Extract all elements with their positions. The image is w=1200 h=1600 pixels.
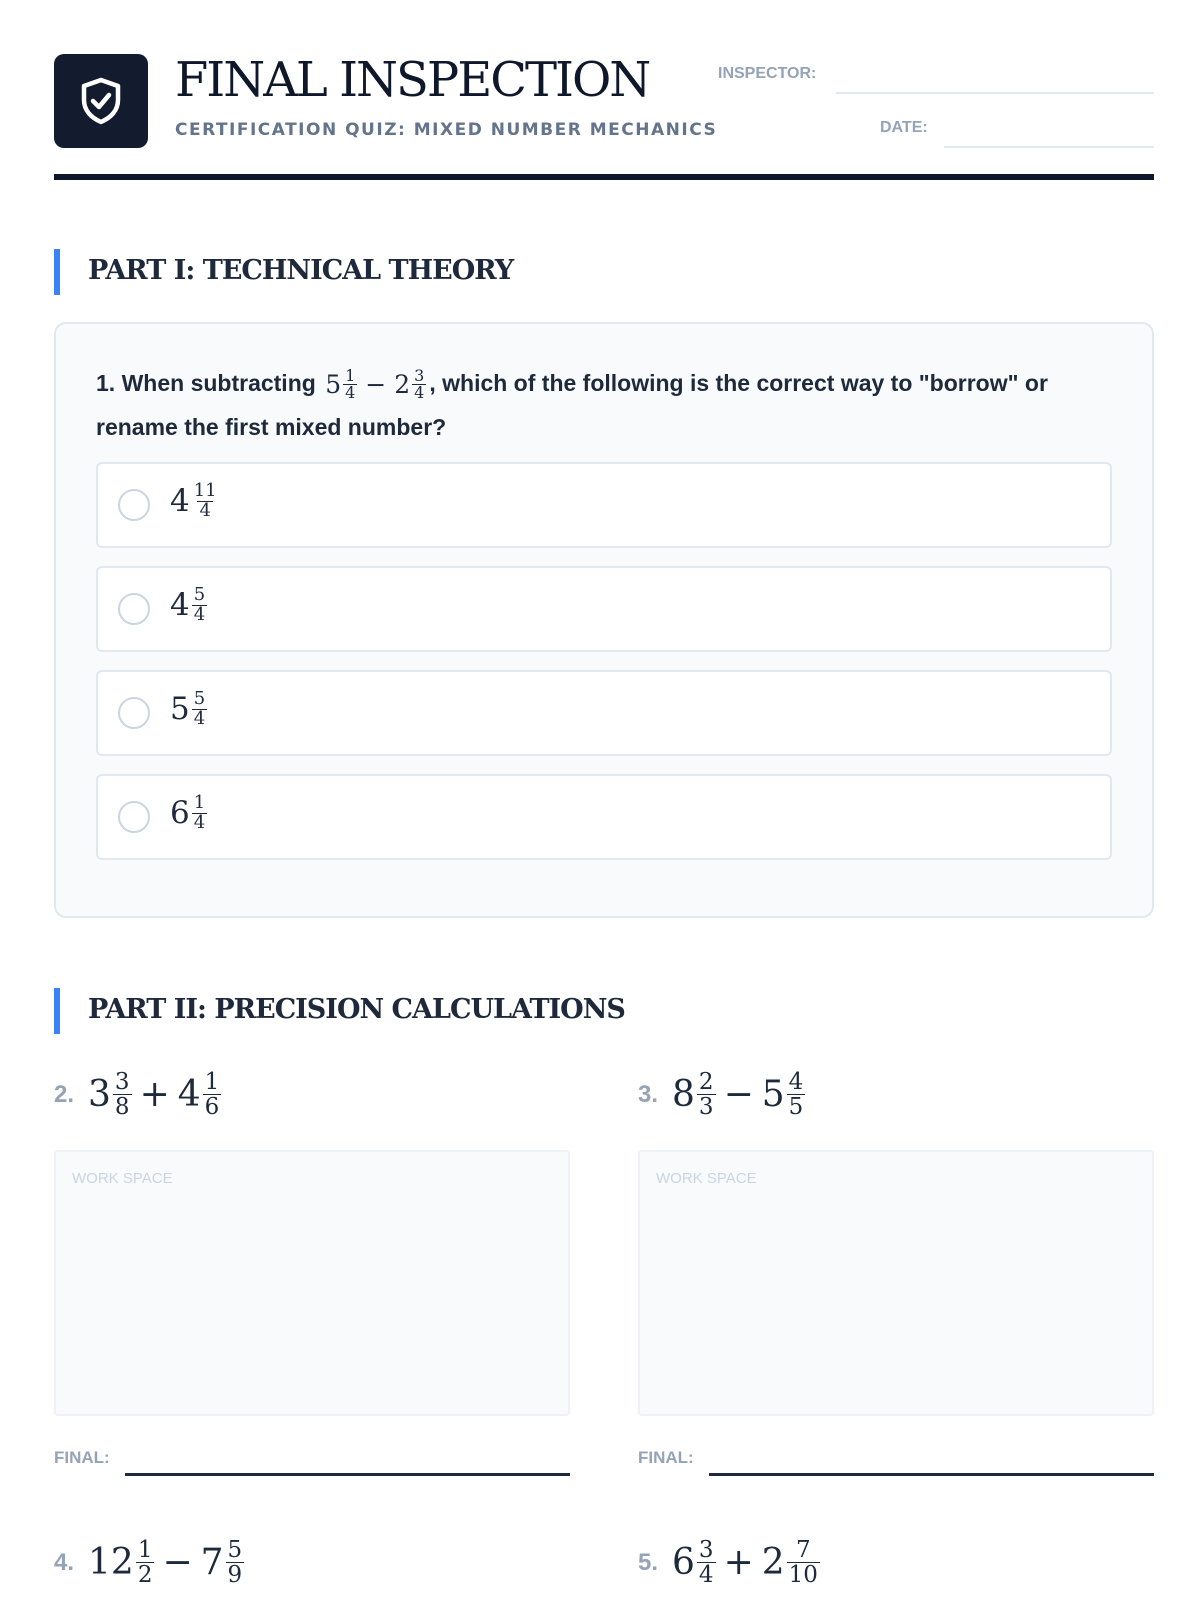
- inspector-field[interactable]: [836, 92, 1154, 94]
- question-card: [54, 322, 1154, 918]
- question-number: 1.: [96, 370, 116, 396]
- operator: −: [162, 1542, 193, 1584]
- option-fraction: [192, 586, 207, 625]
- radio-button[interactable]: [118, 697, 150, 729]
- term-b-den: 5: [788, 1094, 804, 1121]
- term-b-whole: 5: [761, 1074, 785, 1116]
- question-text-before: When subtracting: [121, 370, 316, 396]
- question-text: [96, 362, 1116, 448]
- term-a-fraction: [136, 1538, 155, 1587]
- final-answer-field-2[interactable]: [125, 1473, 570, 1476]
- logo-badge: [54, 54, 148, 148]
- option-den: 4: [193, 707, 206, 729]
- term-a-den: 4: [698, 1562, 714, 1589]
- inspector-label: INSPECTOR:: [718, 65, 817, 82]
- term-b-whole: 4: [177, 1074, 201, 1116]
- option-fraction: [192, 794, 207, 833]
- problem-number: 4.: [54, 1548, 75, 1576]
- term-a-fraction: [697, 1070, 716, 1119]
- term-b-num: 5: [227, 1537, 243, 1563]
- option-den: 4: [193, 811, 206, 833]
- operator: +: [139, 1074, 170, 1116]
- problem-5: [638, 1538, 820, 1587]
- term-a-fraction: [697, 1538, 716, 1587]
- option-value: [170, 586, 207, 625]
- problem-number: 2.: [54, 1080, 75, 1108]
- term-b-fraction: [226, 1538, 245, 1587]
- term-a-den: 3: [698, 1094, 714, 1121]
- term-b-num: 4: [788, 1069, 804, 1095]
- answer-option-b[interactable]: [96, 566, 1112, 652]
- final-label-3: FINAL:: [638, 1448, 694, 1467]
- problem-2: [54, 1070, 221, 1119]
- option-value: [170, 794, 207, 833]
- part2-heading: [54, 988, 854, 1034]
- term-a-num: 3: [114, 1069, 130, 1095]
- term-a-num: 2: [698, 1069, 714, 1095]
- option-whole: 5: [170, 691, 190, 728]
- option-fraction: [192, 482, 219, 521]
- term-b-den: 9: [227, 1562, 243, 1589]
- final-label-2: FINAL:: [54, 1448, 110, 1467]
- term-b-fraction: [787, 1538, 820, 1587]
- page-subtitle: CERTIFICATION QUIZ: MIXED NUMBER MECHANICS: [175, 120, 718, 140]
- term-a-num: 1: [137, 1537, 153, 1563]
- workspace-label: WORK SPACE: [656, 1170, 757, 1187]
- expr-b-whole: 2: [394, 369, 411, 399]
- problem-number: 5.: [638, 1548, 659, 1576]
- header-divider: [54, 174, 1154, 180]
- part2-heading-text: PART II: PRECISION CALCULATIONS: [88, 994, 625, 1025]
- date-field[interactable]: [944, 146, 1154, 148]
- term-a-den: 2: [137, 1562, 153, 1589]
- option-num: 5: [193, 688, 206, 709]
- answer-option-a[interactable]: [96, 462, 1112, 548]
- option-value: [170, 690, 207, 729]
- problem-4: [54, 1538, 244, 1587]
- term-a-whole: 12: [88, 1542, 134, 1584]
- problem-expression: [88, 1538, 244, 1587]
- term-b-num: 1: [204, 1069, 220, 1095]
- term-b-whole: 7: [200, 1542, 224, 1584]
- term-a-whole: 6: [672, 1542, 695, 1584]
- part1-heading-text: PART I: TECHNICAL THEORY: [88, 255, 514, 286]
- date-label: DATE:: [880, 119, 928, 136]
- workspace-2[interactable]: [54, 1150, 570, 1416]
- term-a-den: 8: [114, 1094, 130, 1121]
- problem-number: 3.: [638, 1080, 659, 1108]
- page-title: FINAL INSPECTION: [175, 52, 650, 108]
- workspace-3[interactable]: [638, 1150, 1154, 1416]
- shield-check-icon: [78, 76, 124, 126]
- term-a-num: 3: [698, 1537, 714, 1563]
- option-whole: 6: [170, 795, 190, 832]
- final-answer-field-3[interactable]: [709, 1473, 1154, 1476]
- term-b-fraction: [203, 1070, 222, 1119]
- problem-expression: [672, 1070, 805, 1119]
- expr-operator: −: [365, 369, 387, 399]
- question-expression: [325, 364, 426, 406]
- term-a-whole: 8: [672, 1074, 695, 1116]
- expr-a-den: 4: [345, 383, 356, 403]
- term-a-fraction: [113, 1070, 132, 1119]
- problem-expression: [88, 1070, 221, 1119]
- term-a-whole: 3: [88, 1074, 111, 1116]
- problem-expression: [672, 1538, 820, 1587]
- problem-3: [638, 1070, 805, 1119]
- option-whole: 4: [170, 587, 190, 624]
- expr-b-den: 4: [414, 383, 425, 403]
- operator: +: [723, 1542, 754, 1584]
- option-whole: 4: [170, 483, 190, 520]
- option-num: 5: [193, 584, 206, 605]
- term-b-num: 7: [795, 1537, 811, 1563]
- radio-button[interactable]: [118, 489, 150, 521]
- expr-a-num: 1: [345, 365, 356, 385]
- radio-button[interactable]: [118, 593, 150, 625]
- heading-accent-bar: [54, 988, 60, 1034]
- option-num: 1: [193, 792, 206, 813]
- option-den: 4: [199, 499, 211, 521]
- answer-option-d[interactable]: [96, 774, 1112, 860]
- expr-a-whole: 5: [325, 369, 342, 399]
- question-text-after: , which of the following is the correct way to "borrow" or rename the first mixed number?: [96, 370, 1048, 440]
- term-b-den: 10: [788, 1562, 818, 1589]
- answer-option-c[interactable]: [96, 670, 1112, 756]
- expr-a-fraction: [343, 365, 357, 403]
- heading-accent-bar: [54, 249, 60, 295]
- radio-button[interactable]: [118, 801, 150, 833]
- term-b-whole: 2: [761, 1542, 785, 1584]
- expr-b-num: 3: [414, 365, 425, 385]
- part1-heading: [54, 249, 754, 295]
- workspace-label: WORK SPACE: [72, 1170, 173, 1187]
- option-fraction: [192, 690, 207, 729]
- term-b-fraction: [787, 1070, 806, 1119]
- operator: −: [723, 1074, 754, 1116]
- term-b-den: 6: [204, 1094, 220, 1121]
- expr-b-fraction: [412, 365, 426, 403]
- option-den: 4: [193, 603, 206, 625]
- option-value: [170, 482, 219, 521]
- option-num: 11: [193, 480, 217, 501]
